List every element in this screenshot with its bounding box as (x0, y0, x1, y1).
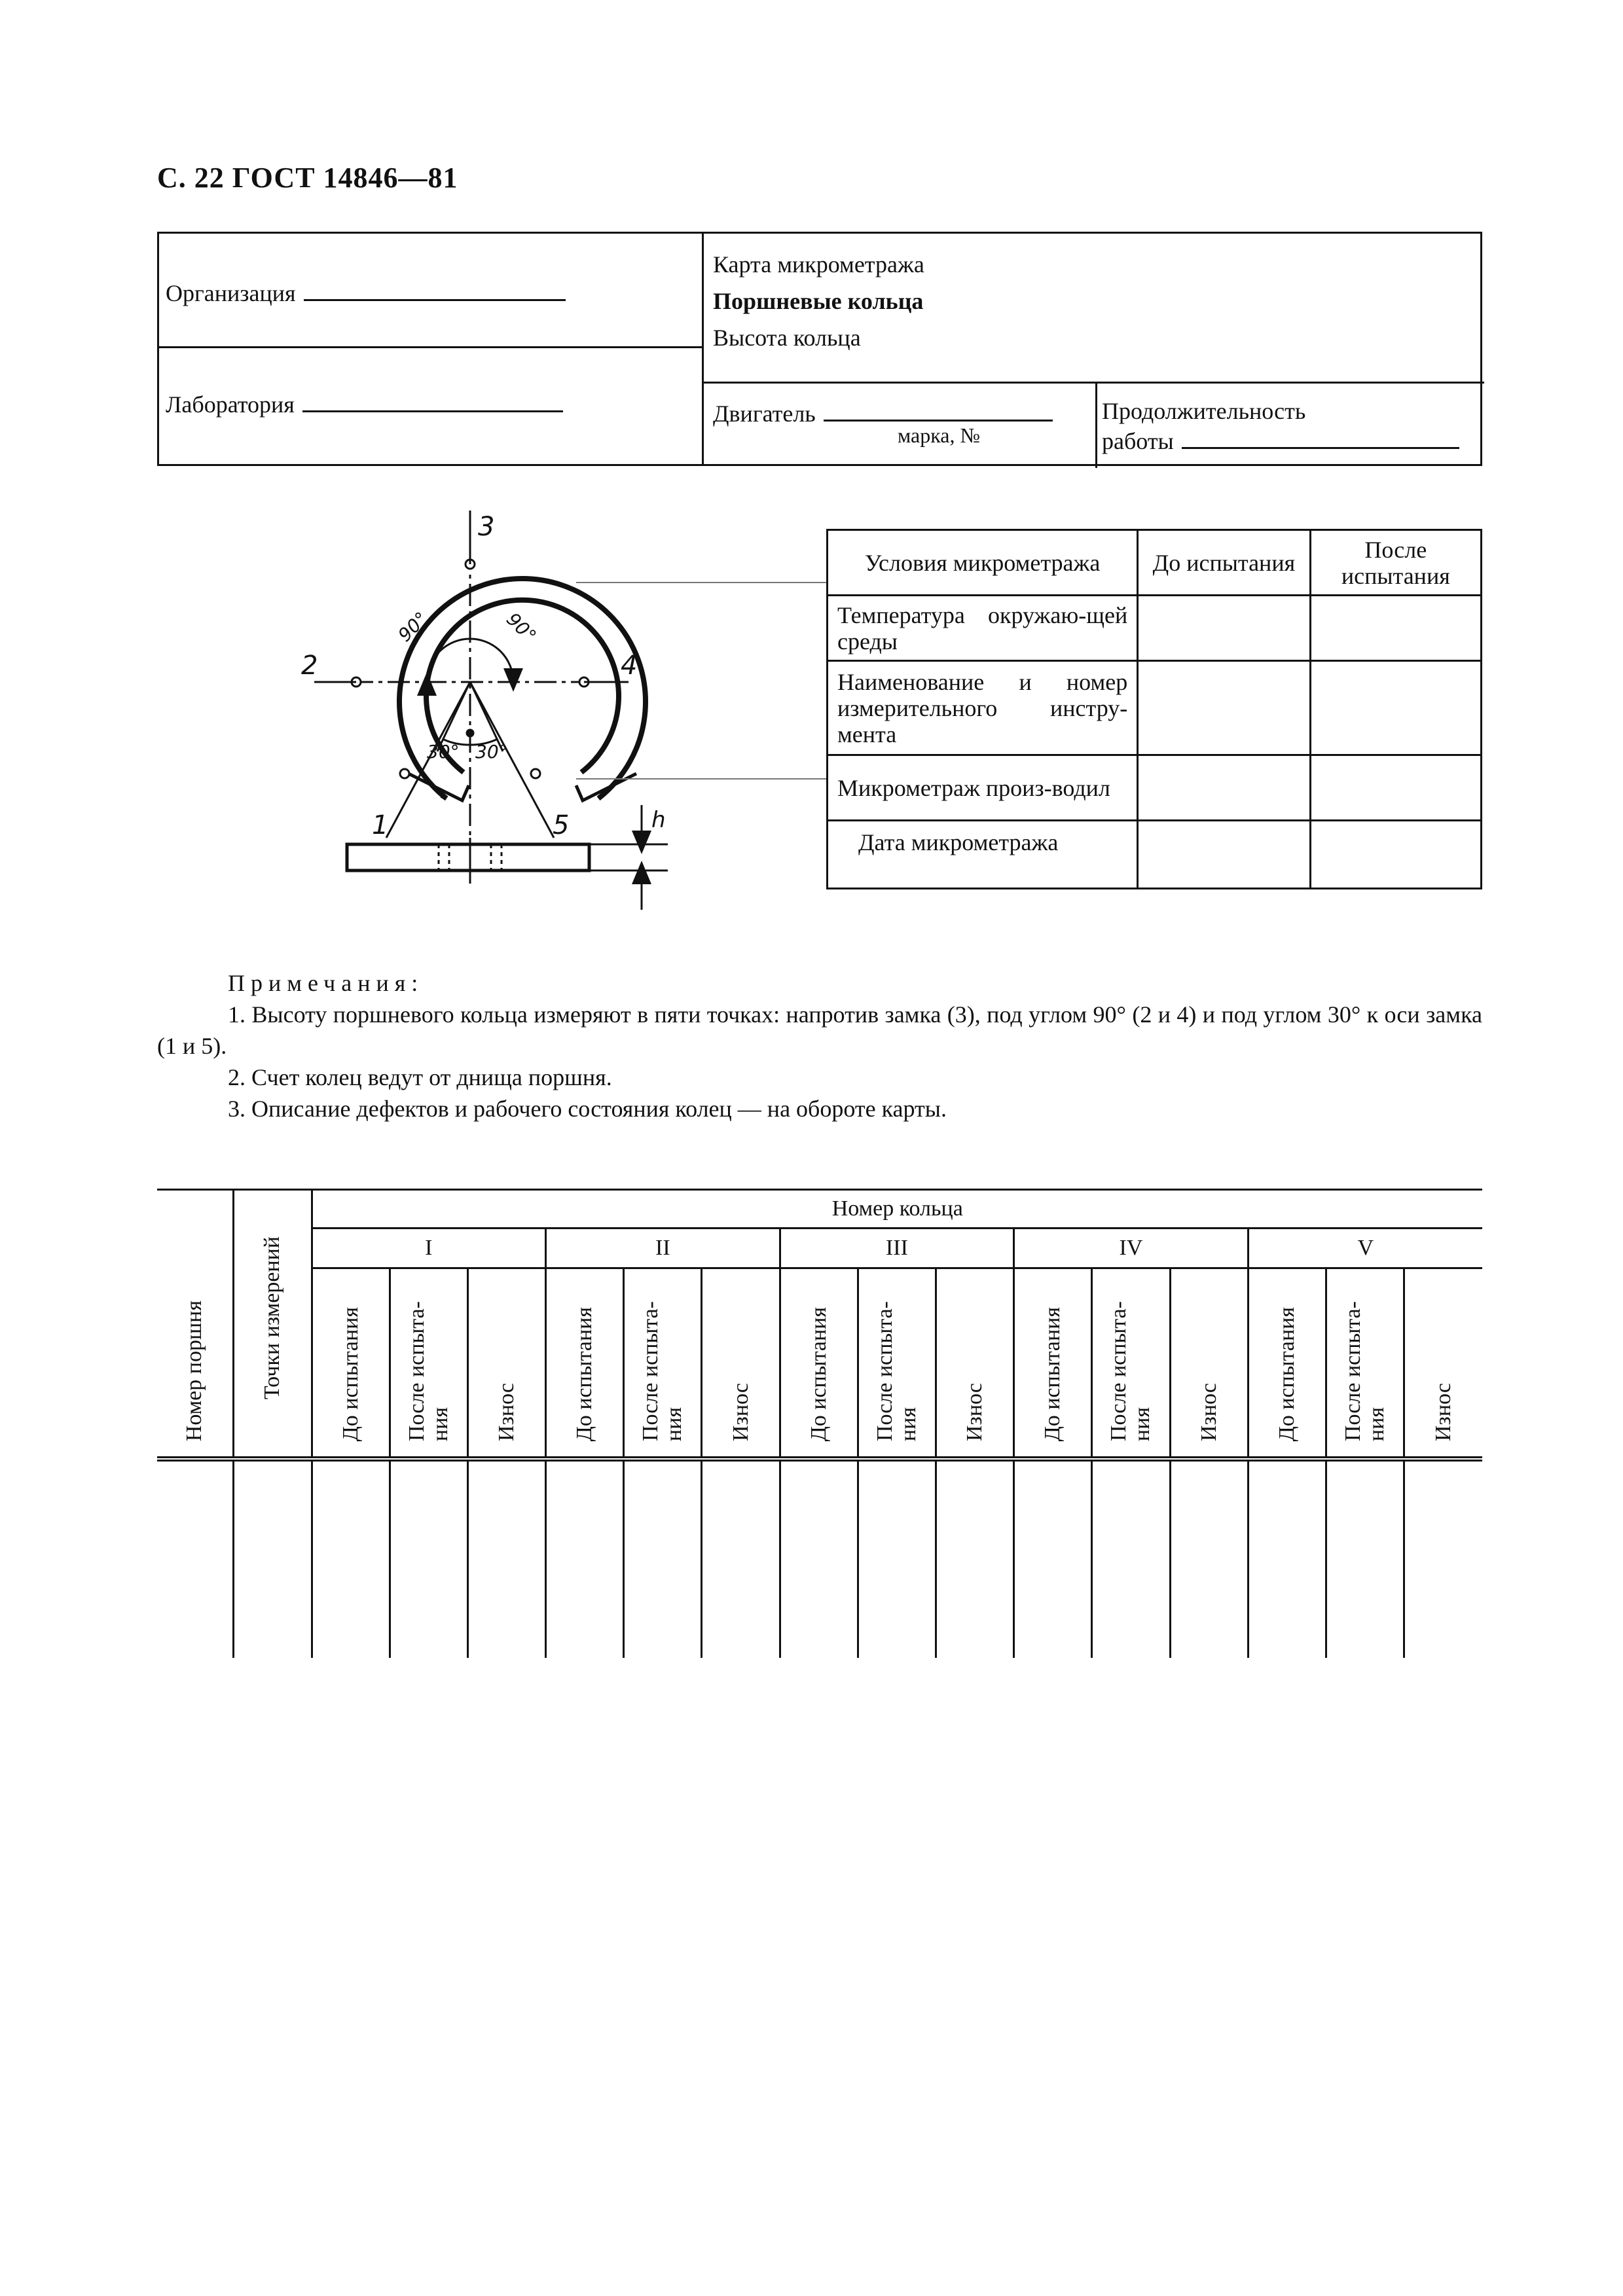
table-cell[interactable] (858, 1459, 936, 1658)
conditions-cell[interactable] (1310, 661, 1481, 755)
table-cell[interactable] (780, 1459, 858, 1658)
conditions-header-label: Условия микрометража (828, 530, 1138, 596)
ring-header-I: I (312, 1229, 546, 1268)
sub-header-wear: Износ (936, 1268, 1014, 1460)
point-label-2: 2 (301, 651, 318, 681)
table-cell[interactable] (233, 1459, 312, 1658)
sub-header-before: До испытания (312, 1268, 390, 1460)
conditions-row-label: Температура окружаю-щей среды (828, 596, 1138, 661)
conditions-cell[interactable] (1310, 596, 1481, 661)
note-item: 2. Счет колец ведут от днища поршня. (228, 1064, 612, 1090)
ring-side-view (347, 844, 589, 870)
organization-label: Организация (166, 280, 296, 306)
card-subject: Поршневые кольца (713, 288, 924, 314)
note-item: 3. Описание дефектов и рабочего состояния колец — на обороте карты. (228, 1096, 947, 1122)
sub-header-after: После испыта- ния (858, 1268, 936, 1460)
card-header-form (157, 232, 1482, 466)
table-cell[interactable] (1014, 1459, 1092, 1658)
point-label-5: 5 (553, 810, 570, 840)
measurement-table (157, 1189, 1482, 1658)
duration-field[interactable] (1102, 425, 1459, 455)
conditions-header-before: До испытания (1138, 530, 1310, 596)
table-cell[interactable] (546, 1459, 624, 1658)
table-cell[interactable] (702, 1459, 780, 1658)
conditions-header-after: После испытания (1310, 530, 1481, 596)
conditions-cell[interactable] (1138, 661, 1310, 755)
table-cell[interactable] (936, 1459, 1014, 1658)
sub-header-wear: Износ (1170, 1268, 1248, 1460)
point-label-4: 4 (621, 651, 638, 681)
piston-ring-diagram (275, 511, 851, 929)
table-cell[interactable] (1248, 1459, 1326, 1658)
table-cell[interactable] (1092, 1459, 1170, 1658)
sub-header-after: После испыта- ния (624, 1268, 702, 1460)
sub-header-before: До испытания (1248, 1268, 1326, 1460)
notes-title: Примечания: (228, 970, 424, 996)
conditions-table (826, 529, 1482, 889)
laboratory-label: Лаборатория (166, 391, 295, 418)
duration-label-line1: Продолжительность (1102, 398, 1306, 424)
sub-header-wear: Износ (702, 1268, 780, 1460)
table-cell[interactable] (1404, 1459, 1482, 1658)
ring-outer-edge (399, 579, 646, 798)
piston-number-header: Номер поршня (157, 1190, 233, 1460)
conditions-cell[interactable] (1138, 755, 1310, 821)
note-item: 1. Высоту поршневого кольца измеряют в пяти точках: напротив замка (3), под углом 90° (2 и 4) и под углом 30° к оси замка (1 и 5). (157, 1001, 1482, 1059)
conditions-row-label: Микрометраж произ-водил (828, 755, 1138, 821)
conditions-row-label: Дата микрометража (828, 821, 1138, 889)
sub-header-after: После испыта- ния (1326, 1268, 1404, 1460)
angle-label-90-left: 90° (393, 607, 433, 646)
sub-header-after: После испыта- ния (390, 1268, 467, 1460)
angle-label-30-right: 30° (475, 741, 508, 762)
ring-header-IV: IV (1014, 1229, 1249, 1268)
sub-header-before: До испытания (546, 1268, 624, 1460)
angle-label-30-left: 30° (427, 741, 460, 762)
ring-header-II: II (546, 1229, 780, 1268)
sub-header-wear: Износ (1404, 1268, 1482, 1460)
conditions-cell[interactable] (1310, 821, 1481, 889)
conditions-cell[interactable] (1138, 821, 1310, 889)
duration-label-line2: работы (1102, 428, 1174, 454)
table-row (157, 1459, 1482, 1658)
table-cell[interactable] (312, 1459, 390, 1658)
conditions-row-label: Наименование и номер измерительного инстру-мента (828, 661, 1138, 755)
sub-header-after: После испыта- ния (1092, 1268, 1170, 1460)
organization-field[interactable] (166, 277, 566, 307)
engine-hint: марка, № (898, 423, 981, 447)
table-cell[interactable] (1170, 1459, 1248, 1658)
conditions-cell[interactable] (1138, 596, 1310, 661)
point-label-3: 3 (478, 512, 495, 542)
measurement-points-header: Точки измерений (233, 1190, 312, 1460)
notes-section (157, 967, 1482, 1124)
table-cell[interactable] (1326, 1459, 1404, 1658)
table-cell[interactable] (157, 1459, 233, 1658)
engine-field[interactable] (713, 397, 1053, 427)
table-cell[interactable] (624, 1459, 702, 1658)
sub-header-before: До испытания (1014, 1268, 1092, 1460)
ring-number-header: Номер кольца (312, 1190, 1482, 1229)
card-title: Карта микрометража (713, 251, 924, 278)
page-header: С. 22 ГОСТ 14846—81 (157, 162, 458, 194)
table-cell[interactable] (390, 1459, 467, 1658)
point-label-1: 1 (372, 810, 389, 840)
engine-label: Двигатель (713, 401, 816, 427)
card-parameter: Высота кольца (713, 325, 861, 351)
sub-header-before: До испытания (780, 1268, 858, 1460)
conditions-cell[interactable] (1310, 755, 1481, 821)
ring-header-III: III (780, 1229, 1014, 1268)
angle-label-90-right: 90° (502, 608, 541, 647)
laboratory-field[interactable] (166, 388, 563, 418)
sub-header-wear: Износ (467, 1268, 545, 1460)
ring-header-V: V (1248, 1229, 1482, 1268)
height-label: h (651, 807, 666, 833)
table-cell[interactable] (467, 1459, 545, 1658)
